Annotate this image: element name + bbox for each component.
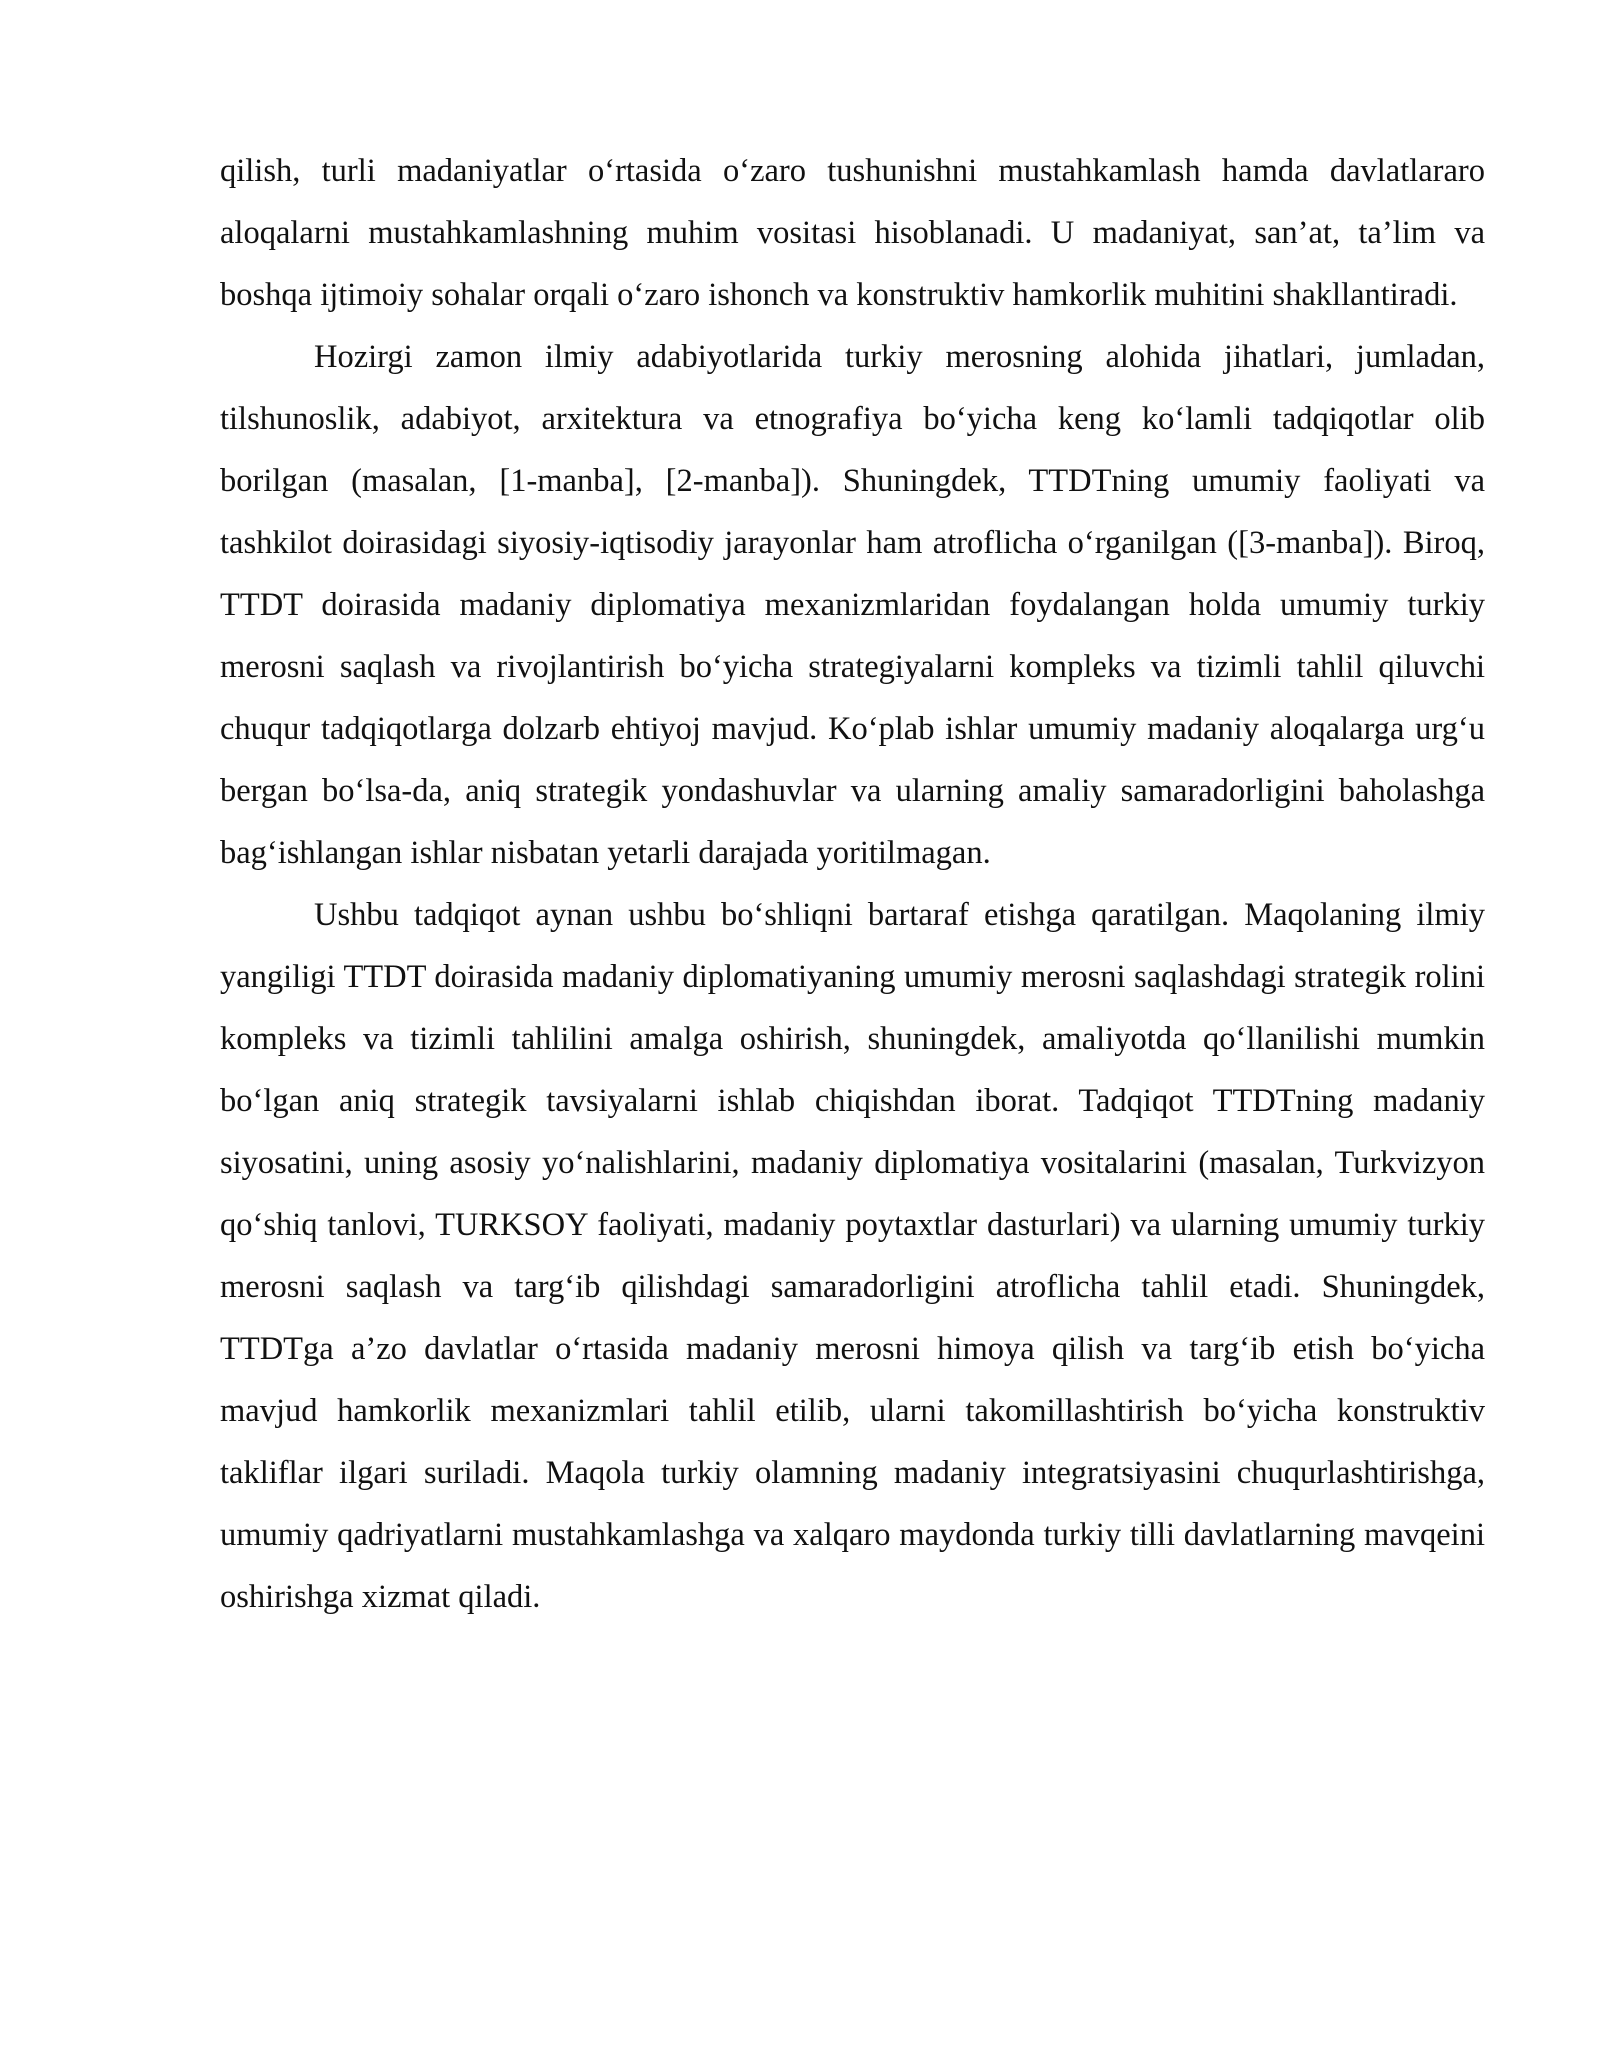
paragraph-research-novelty: Ushbu tadqiqot aynan ushbu bo‘shliqni bartaraf etishga qaratilgan. Maqolaning ilmiy yangiligi TTDT doirasida madaniy diplomatiyaning umumiy merosni saqlashdagi strategik rolini kompleks va tizimli tahlilini amalga oshirish, shuningdek, amaliyotda qo‘llanilishi mumkin bo‘lgan aniq strategik tavsiyalarni ishlab chiqishdan iborat. Tadqiqot TTDTning madaniy siyosatini, uning asosiy yo‘nalishlarini, madaniy diplomatiya vositalarini (masalan, Turkvizyon qo‘shiq tanlovi, TURKSOY faoliyati, madaniy poytaxtlar dasturlari) va ularning umumiy turkiy merosni saqlash va targ‘ib qilishdagi samaradorligini atroflicha tahlil etadi. Shuningdek, TTDTga a’zo davlatlar o‘rtasida madaniy merosni himoya qilish va targ‘ib etish bo‘yicha mavjud hamkorlik mexanizmlari tahlil etilib, ularni takomillashtirish bo‘yicha konstruktiv takliflar ilgari suriladi. Maqola turkiy olamning madaniy integratsiyasini chuqurlashtirishga, umumiy qadriyatlarni mustahkamlashga va xalqaro maydonda turkiy tilli davlatlarning mavqeini oshirishga xizmat qiladi. bbox=[220, 897, 1485, 1615]
paragraph-literature-review: Hozirgi zamon ilmiy adabiyotlarida turkiy merosning alohida jihatlari, jumladan, tilshunoslik, adabiyot, arxitektura va etnografiya bo‘yicha keng ko‘lamli tadqiqotlar olib borilgan (masalan, [1-manba], [2-manba]). Shuningdek, TTDTning umumiy faoliyati va tashkilot doirasidagi siyosiy-iqtisodiy jarayonlar ham atroflicha o‘rganilgan ([3-manba]). Biroq, TTDT doirasida madaniy diplomatiya mexanizmlaridan foydalangan holda umumiy turkiy merosni saqlash va rivojlantirish bo‘yicha strategiyalarni kompleks va tizimli tahlil qiluvchi chuqur tadqiqotlarga dolzarb ehtiyoj mavjud. Ko‘plab ishlar umumiy madaniy aloqalarga urg‘u bergan bo‘lsa-da, aniq strategik yondashuvlar va ularning amaliy samaradorligini baholashga bag‘ishlangan ishlar nisbatan yetarli darajada yoritilmagan. bbox=[220, 339, 1485, 871]
body-text bbox=[220, 140, 1485, 1628]
paragraph-continuation: qilish, turli madaniyatlar o‘rtasida o‘zaro tushunishni mustahkamlash hamda davlatlararo aloqalarni mustahkamlashning muhim vositasi hisoblanadi. U madaniyat, san’at, ta’lim va boshqa ijtimoiy sohalar orqali o‘zaro ishonch va konstruktiv hamkorlik muhitini shakllantiradi. bbox=[220, 153, 1485, 313]
